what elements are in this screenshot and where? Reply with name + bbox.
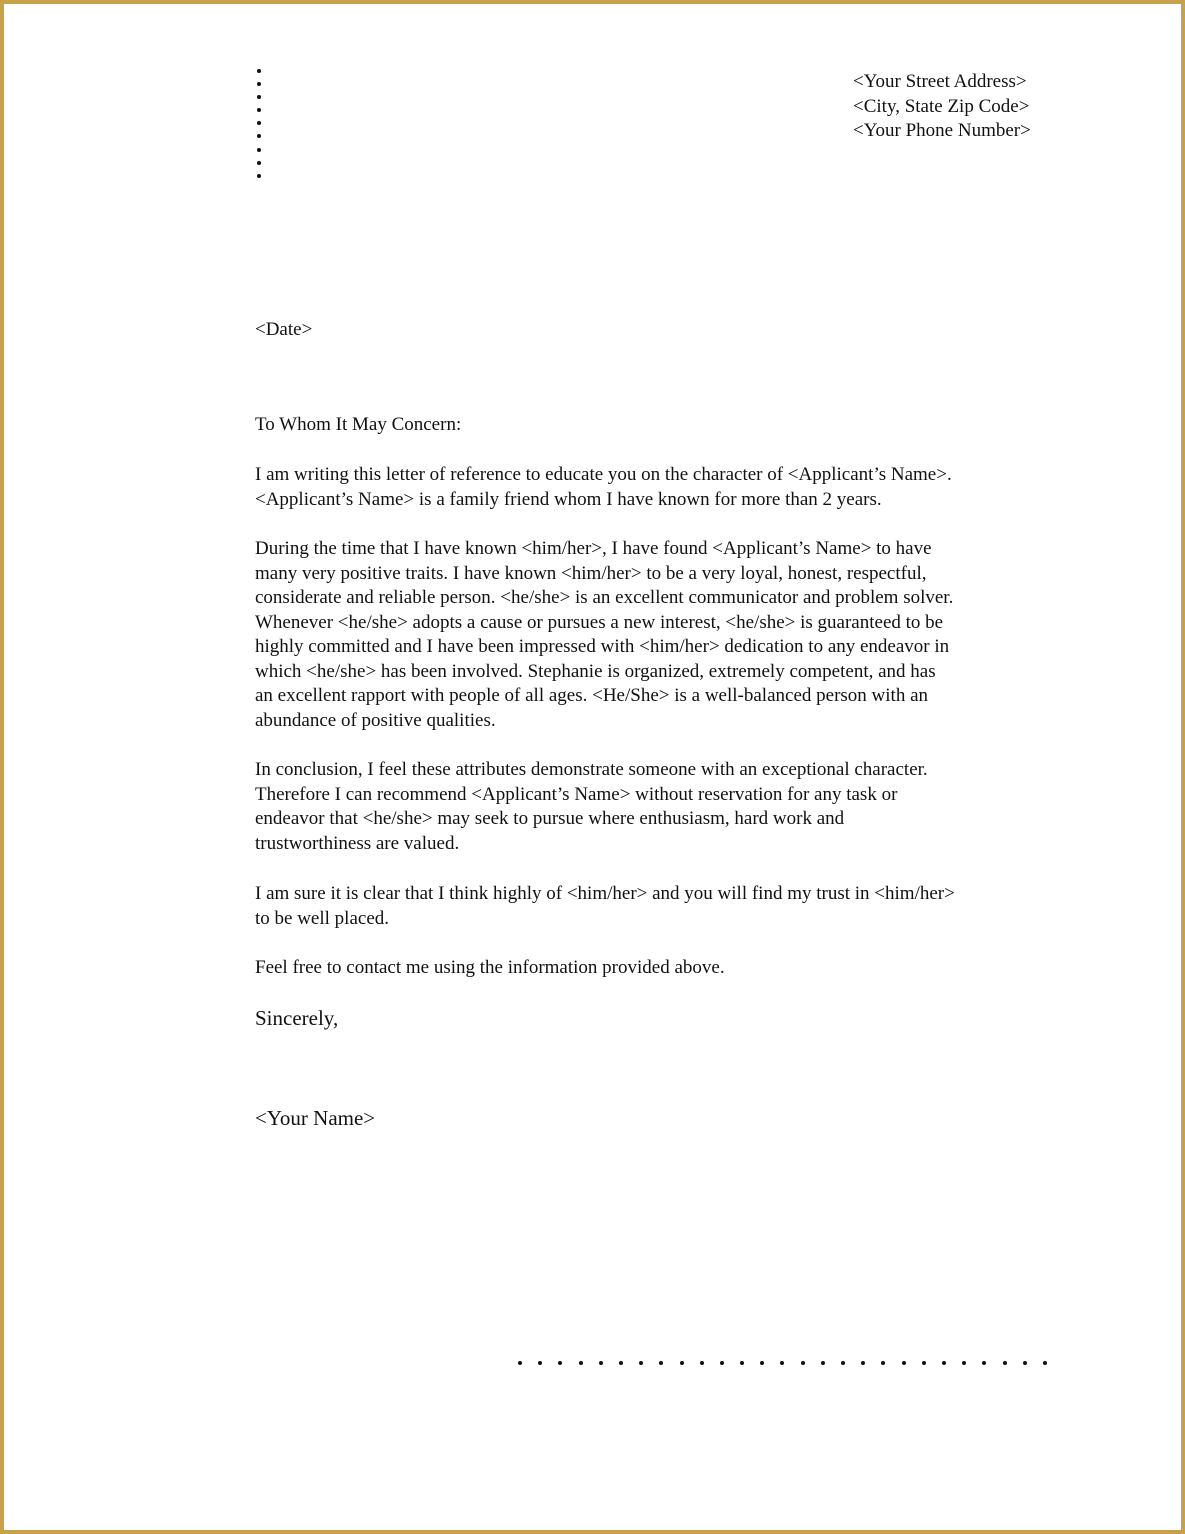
paragraph-line: endeavor that <he/she> may seek to pursue where enthusiasm, hard work and bbox=[255, 808, 845, 829]
paragraph-line: abundance of positive qualities. bbox=[255, 709, 496, 731]
paragraph-line: to be well placed. bbox=[255, 907, 390, 929]
paragraph-line: trustworthiness are valued. bbox=[255, 832, 460, 854]
paragraph-line: considerate and reliable person. <he/she> is an excellent communicator and problem solver. bbox=[255, 587, 954, 608]
paragraph-line: Therefore I can recommend <Applicant’s Name> without reservation for any task or bbox=[255, 783, 898, 805]
paragraph-trust bbox=[255, 882, 1055, 931]
paragraph-line: <Applicant’s Name> is a family friend whom I have known for more than 2 years. bbox=[255, 488, 882, 510]
paragraph-line: Whenever <he/she> adopts a cause or pursues a new interest, <he/she> is guaranteed to be bbox=[255, 611, 944, 633]
paragraph-intro bbox=[255, 463, 1055, 512]
closing-line: Sincerely, bbox=[255, 1006, 339, 1030]
letter-date: <Date> bbox=[255, 319, 313, 340]
salutation: To Whom It May Concern: bbox=[255, 414, 462, 435]
paragraph-line: During the time that I have known <him/her>, I have found <Applicant’s Name> to have bbox=[255, 538, 932, 559]
paragraph-contact bbox=[255, 956, 1055, 981]
paragraph-line: Feel free to contact me using the information provided above. bbox=[255, 957, 725, 978]
sender-city-state-zip: <City, State Zip Code> bbox=[853, 95, 1030, 117]
decorative-dot-column bbox=[257, 69, 265, 187]
paragraph-line: In conclusion, I feel these attributes demonstrate someone with an exceptional character. bbox=[255, 759, 928, 780]
decorative-dot-row bbox=[518, 1361, 1063, 1367]
sender-phone: <Your Phone Number> bbox=[853, 120, 1031, 141]
paragraph-line: many very positive traits. I have known <him/her> to be a very loyal, honest, respectful, bbox=[255, 562, 927, 584]
sender-address-block bbox=[853, 70, 1031, 144]
signature-name: <Your Name> bbox=[255, 1106, 376, 1130]
paragraph-traits bbox=[255, 537, 1055, 733]
paragraph-line: which <he/she> has been involved. Stephanie is organized, extremely competent, and has bbox=[255, 660, 936, 682]
paragraph-conclusion bbox=[255, 758, 1055, 856]
paragraph-line: highly committed and I have been impressed with <him/her> dedication to any endeavor in bbox=[255, 636, 950, 657]
paragraph-line: an excellent rapport with people of all ages. <He/She> is a well-balanced person with an bbox=[255, 685, 929, 706]
paragraph-line: I am writing this letter of reference to educate you on the character of <Applicant’s Name>. bbox=[255, 464, 952, 485]
sender-street: <Your Street Address> bbox=[853, 71, 1027, 92]
paragraph-line: I am sure it is clear that I think highly of <him/her> and you will find my trust in <him/her> bbox=[255, 883, 955, 904]
